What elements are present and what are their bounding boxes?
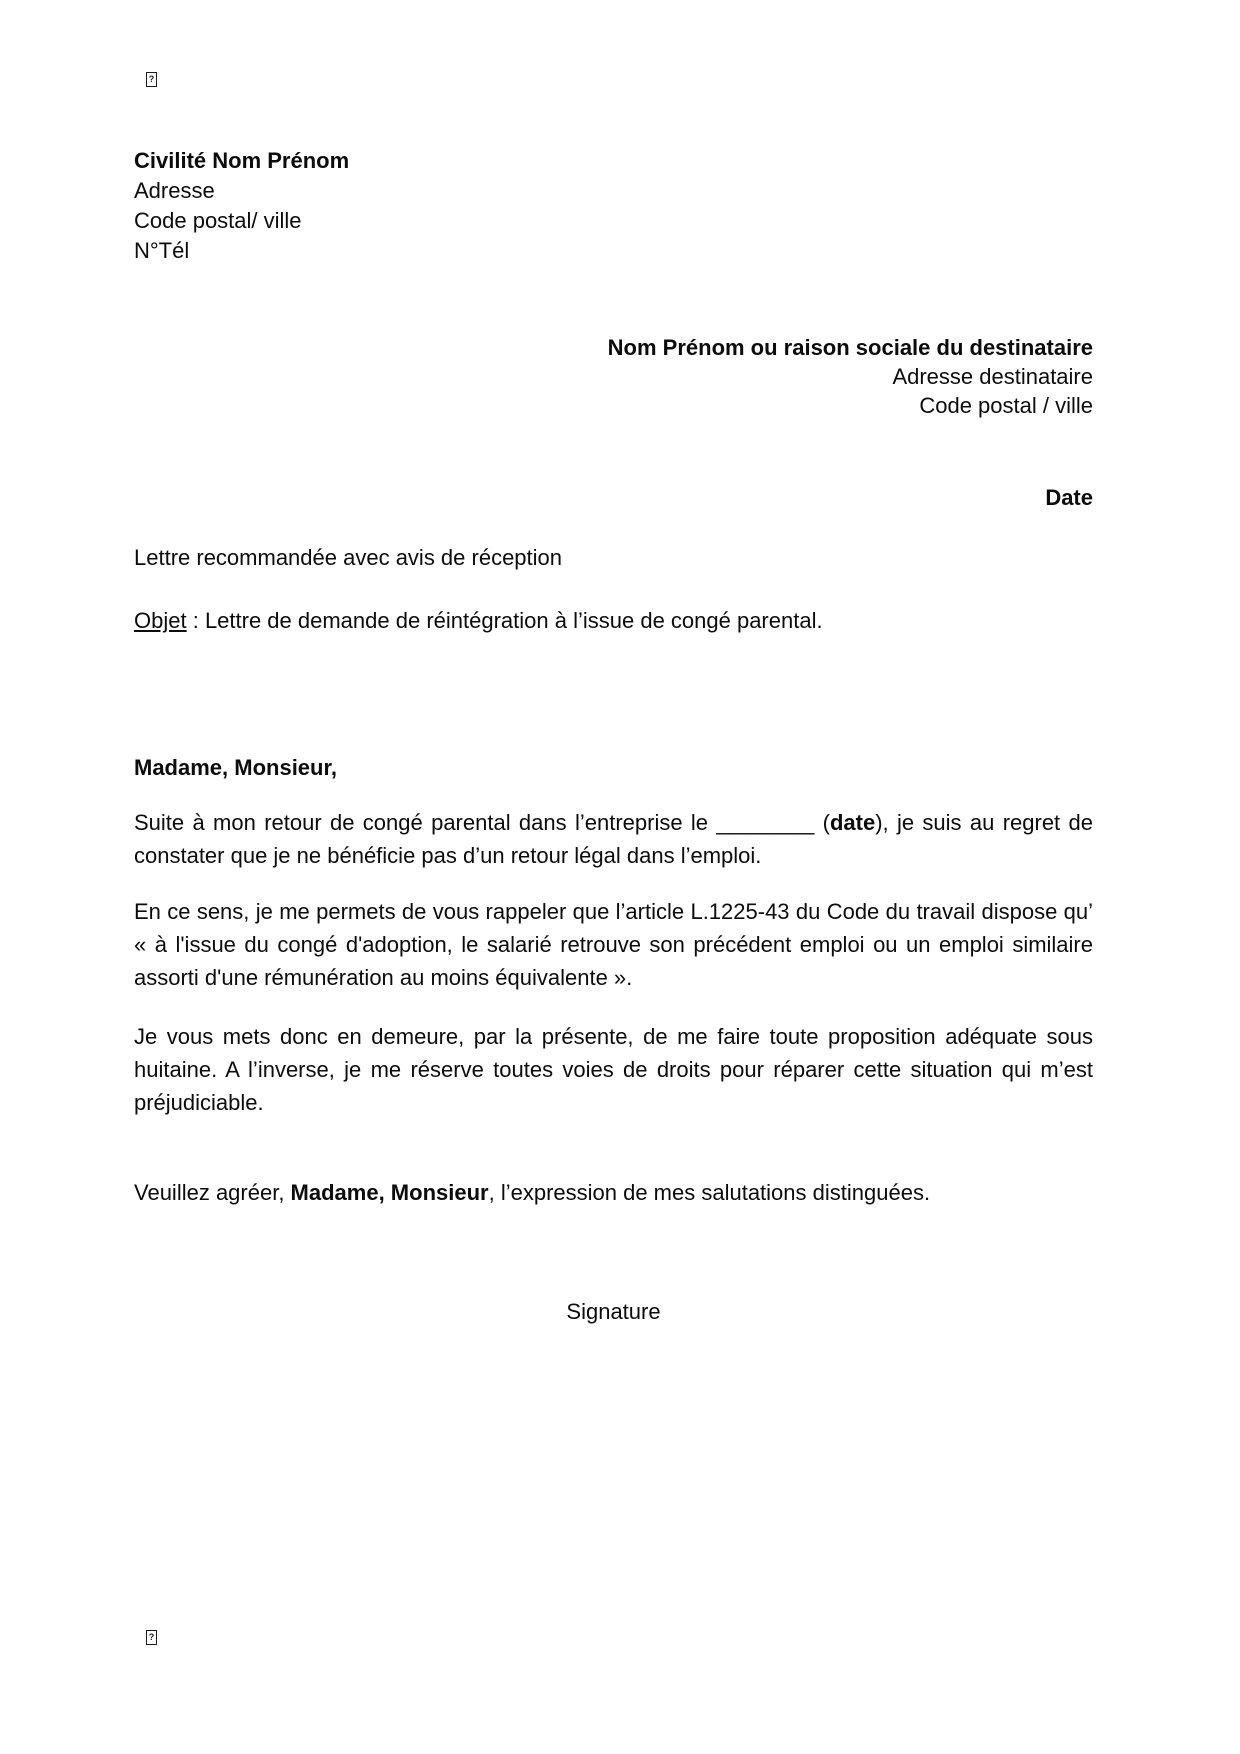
sender-postal-city: Code postal/ ville xyxy=(134,208,302,233)
recipient-address: Adresse destinataire xyxy=(892,364,1093,389)
p1-text-2: ( xyxy=(814,810,830,835)
date-line: Date xyxy=(1045,485,1093,510)
registered-mail-mention: Lettre recommandée avec avis de réception xyxy=(134,545,563,570)
closing-text-2: , l’expression de mes salutations distinguées. xyxy=(488,1180,931,1205)
subject-label: Objet xyxy=(134,608,187,633)
body-paragraph-1 xyxy=(134,806,1093,872)
p1-text-3: ), je suis au regret de constater que je ne bénéficie pas d’un retour légal dans l’emploi. xyxy=(134,810,1093,868)
closing-bold: Madame, Monsieur xyxy=(290,1180,489,1205)
recipient-name: Nom Prénom ou raison sociale du destinataire xyxy=(607,335,1093,360)
recipient-postal-city: Code postal / ville xyxy=(919,393,1093,418)
closing-line xyxy=(134,1176,1093,1209)
sender-phone: N°Tél xyxy=(134,238,190,263)
salutation-line: Madame, Monsieur, xyxy=(134,755,337,780)
body-paragraph-2: En ce sens, je me permets de vous rappeler que l’article L.1225-43 du Code du travail dispose qu’ « à l'issue du congé d'adoption, le salarié retrouve son précédent emploi ou un emploi similaire assorti d'une rémunération au moins équivalente ». xyxy=(134,899,1093,990)
sender-name: Civilité Nom Prénom xyxy=(134,148,350,173)
sender-address: Adresse xyxy=(134,178,215,203)
recipient-block xyxy=(134,333,1093,420)
subject-text: Lettre de demande de réintégration à l’issue de congé parental. xyxy=(204,608,823,633)
sender-block xyxy=(134,146,349,266)
signature-label: Signature xyxy=(566,1299,661,1324)
body-paragraph-3: Je vous mets donc en demeure, par la présente, de me faire toute proposition adéquate sous huitaine. A l’inverse, je me réserve toutes voies de droits pour réparer cette situation qui m’est préjudiciable. xyxy=(134,1024,1093,1115)
p1-date-placeholder: date xyxy=(829,810,876,835)
p1-text-1: Suite à mon retour de congé parental dans l’entreprise le xyxy=(134,810,717,835)
subject-separator: : xyxy=(186,608,205,633)
closing-text-1: Veuillez agréer, xyxy=(134,1180,291,1205)
missing-glyph-icon: ? xyxy=(146,72,157,87)
blank-underline: ________ xyxy=(716,810,815,835)
subject-line xyxy=(134,606,823,635)
missing-glyph-icon: ? xyxy=(146,1630,157,1645)
